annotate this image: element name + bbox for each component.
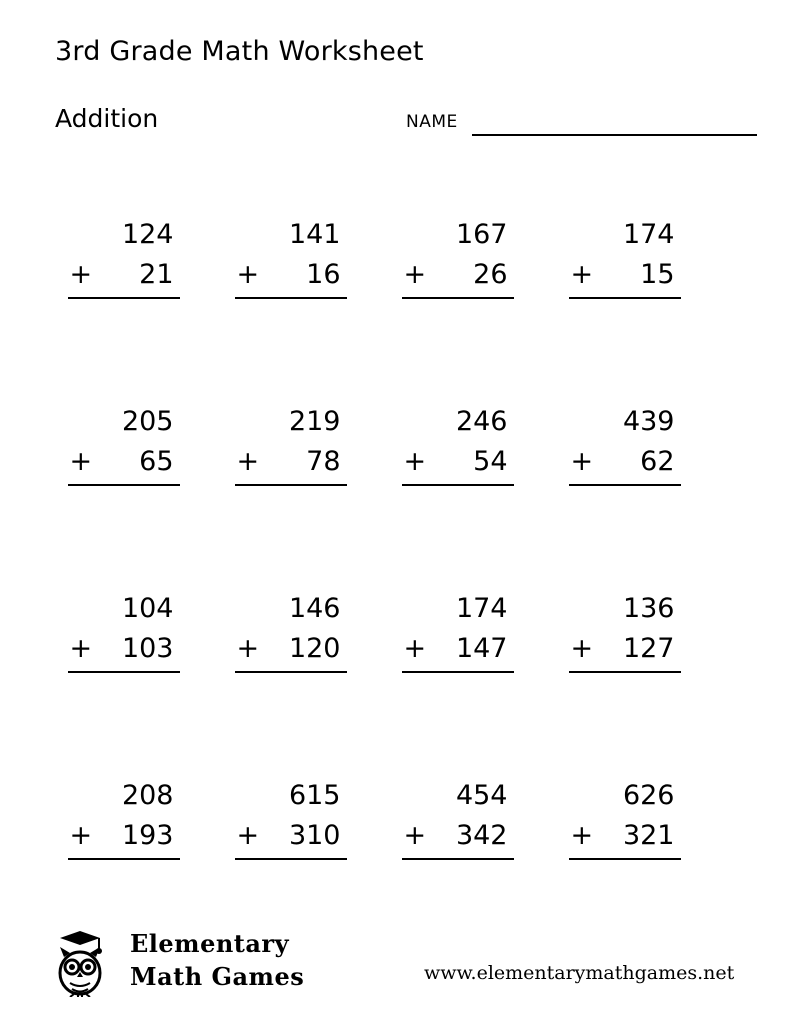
- problem-cell: [207, 402, 374, 589]
- addend-bottom-row: [68, 255, 180, 299]
- addend-top: 439: [622, 406, 675, 437]
- plus-sign: +: [69, 259, 93, 290]
- addend-bottom: 310: [288, 820, 341, 851]
- addend-bottom: 193: [121, 820, 174, 851]
- logo-text: [130, 927, 304, 993]
- name-input-line[interactable]: [472, 134, 757, 136]
- addend-top: 208: [121, 780, 174, 811]
- addition-problem: [235, 402, 347, 486]
- site-logo[interactable]: [42, 925, 332, 1000]
- problem-cell: [374, 589, 541, 776]
- website-url[interactable]: www.elementarymathgames.net: [424, 962, 735, 984]
- problem-cell: [541, 402, 708, 589]
- problem-cell: [40, 589, 207, 776]
- addend-bottom: 120: [288, 633, 341, 664]
- addition-problem: [569, 589, 681, 673]
- problem-cell: [374, 215, 541, 402]
- plus-sign: +: [403, 446, 427, 477]
- addend-bottom-row: [569, 816, 681, 860]
- addend-bottom-row: [402, 442, 514, 486]
- addend-bottom-row: [402, 629, 514, 673]
- addend-top: 174: [455, 593, 508, 624]
- addend-bottom-row: [235, 442, 347, 486]
- plus-sign: +: [570, 259, 594, 290]
- name-label: NAME: [406, 112, 458, 132]
- addend-bottom-row: [68, 629, 180, 673]
- addition-problem: [402, 402, 514, 486]
- addend-bottom: 103: [121, 633, 174, 664]
- plus-sign: +: [570, 820, 594, 851]
- addend-bottom: 127: [622, 633, 675, 664]
- addition-problem: [402, 589, 514, 673]
- problem-cell: [207, 589, 374, 776]
- addition-problem: [569, 402, 681, 486]
- addend-top: 246: [455, 406, 508, 437]
- addend-top: 141: [288, 219, 341, 250]
- logo-line-2: Math Games: [130, 962, 305, 991]
- addition-problem: [235, 776, 347, 860]
- worksheet-topic: Addition: [55, 104, 159, 133]
- addend-bottom: 54: [473, 446, 508, 477]
- addend-bottom-row: [569, 629, 681, 673]
- addend-bottom-row: [235, 629, 347, 673]
- addend-top: 454: [455, 780, 508, 811]
- addend-top: 626: [622, 780, 675, 811]
- logo-line-1: Elementary: [130, 929, 290, 958]
- problem-cell: [40, 402, 207, 589]
- addition-problem: [235, 589, 347, 673]
- addend-bottom-row: [68, 816, 180, 860]
- addend-top: 615: [288, 780, 341, 811]
- addend-bottom-row: [569, 255, 681, 299]
- addend-bottom-row: [402, 255, 514, 299]
- addition-problem: [68, 215, 180, 299]
- plus-sign: +: [236, 259, 260, 290]
- addend-bottom-row: [402, 816, 514, 860]
- problem-row: [0, 215, 800, 402]
- plus-sign: +: [69, 820, 93, 851]
- plus-sign: +: [570, 446, 594, 477]
- addend-top: 124: [121, 219, 174, 250]
- plus-sign: +: [236, 446, 260, 477]
- plus-sign: +: [403, 820, 427, 851]
- addend-bottom: 26: [473, 259, 508, 290]
- addend-bottom: 147: [455, 633, 508, 664]
- addition-problem: [569, 776, 681, 860]
- addend-bottom: 15: [640, 259, 675, 290]
- plus-sign: +: [69, 633, 93, 664]
- problem-cell: [374, 776, 541, 963]
- problem-cell: [374, 402, 541, 589]
- addend-bottom: 321: [622, 820, 675, 851]
- plus-sign: +: [570, 633, 594, 664]
- owl-logo-icon: [48, 925, 126, 997]
- problem-row: [0, 402, 800, 589]
- addition-problem: [402, 776, 514, 860]
- problem-row: [0, 589, 800, 776]
- addend-top: 205: [121, 406, 174, 437]
- addend-top: 167: [455, 219, 508, 250]
- addend-top: 146: [288, 593, 341, 624]
- addend-bottom-row: [235, 816, 347, 860]
- addend-bottom: 342: [455, 820, 508, 851]
- addend-bottom: 65: [139, 446, 174, 477]
- addend-bottom-row: [569, 442, 681, 486]
- addition-problem: [68, 402, 180, 486]
- page-title: 3rd Grade Math Worksheet: [55, 36, 424, 67]
- problem-cell: [541, 776, 708, 963]
- addition-problem: [68, 589, 180, 673]
- plus-sign: +: [403, 259, 427, 290]
- problem-cell: [541, 589, 708, 776]
- plus-sign: +: [236, 633, 260, 664]
- addend-top: 219: [288, 406, 341, 437]
- addend-bottom-row: [68, 442, 180, 486]
- addend-bottom: 21: [139, 259, 174, 290]
- problem-cell: [40, 215, 207, 402]
- addition-problem: [235, 215, 347, 299]
- addend-bottom: 78: [306, 446, 341, 477]
- plus-sign: +: [236, 820, 260, 851]
- addend-bottom-row: [235, 255, 347, 299]
- addition-problem: [402, 215, 514, 299]
- addition-problem: [68, 776, 180, 860]
- addend-top: 136: [622, 593, 675, 624]
- addition-problem: [569, 215, 681, 299]
- problem-cell: [207, 215, 374, 402]
- problem-grid: [0, 215, 800, 963]
- addend-top: 174: [622, 219, 675, 250]
- addend-bottom: 16: [306, 259, 341, 290]
- plus-sign: +: [403, 633, 427, 664]
- problem-cell: [541, 215, 708, 402]
- plus-sign: +: [69, 446, 93, 477]
- addend-top: 104: [121, 593, 174, 624]
- addend-bottom: 62: [640, 446, 675, 477]
